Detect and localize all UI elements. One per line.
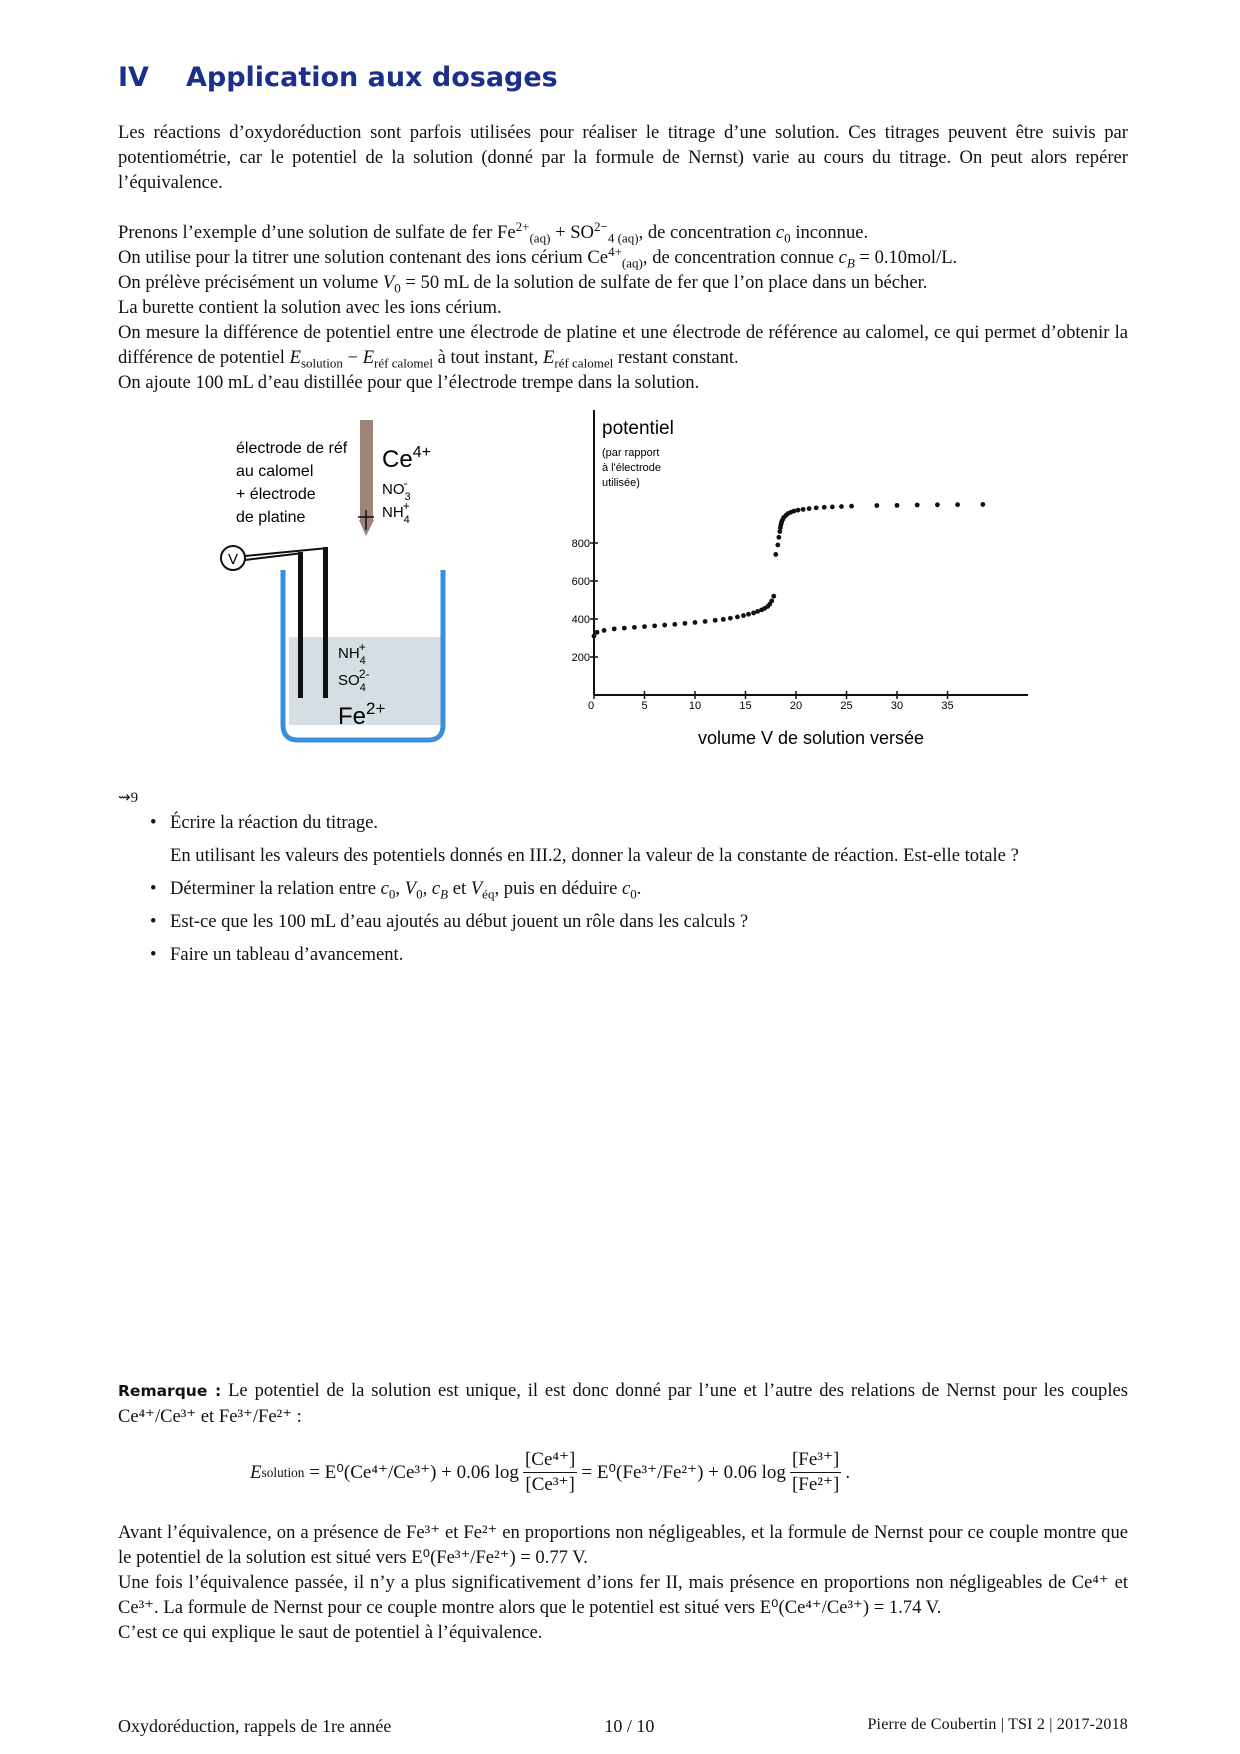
data-point bbox=[735, 615, 740, 620]
question-item: • Est-ce que les 100 mL d’eau ajoutés au début jouent un rôle dans les calculs ? bbox=[150, 911, 749, 932]
remarque bbox=[118, 1378, 1128, 1429]
x-tick-label: 0 bbox=[587, 700, 595, 712]
titration-figure bbox=[118, 410, 1038, 770]
footer-right: Pierre de Coubertin | TSI 2 | 2017-2018 bbox=[867, 1716, 1128, 1733]
data-point bbox=[775, 543, 780, 548]
svg-text:V: V bbox=[227, 551, 239, 568]
section-number: IV bbox=[118, 62, 149, 93]
beaker-main-ion: $Fe^{2+}$ bbox=[338, 699, 386, 730]
x-tick-label: 15 bbox=[739, 700, 752, 712]
data-point bbox=[672, 622, 677, 627]
chart-points bbox=[592, 502, 986, 638]
setup-line-3: On prélève précisément un volume $V_0 = 50$ mL de la solution de sulfate de fer que l’on place dans un bécher. bbox=[118, 272, 928, 296]
data-point bbox=[771, 594, 776, 599]
data-point bbox=[839, 504, 844, 509]
data-point bbox=[721, 617, 726, 622]
data-point bbox=[642, 624, 647, 629]
setup-line-4: La burette contient la solution avec les ions cérium. bbox=[118, 297, 502, 318]
setup-line-5: On mesure la différence de potentiel entre une électrode de platine et une électrode de référence au calomel, ce qui permet d’obtenir la différence de potentiel $E_{solution} - E_{réf calomel}$ à tout instant, $E_{réf calomel}$ restant constant. bbox=[118, 322, 1128, 371]
y-tick-label: 800 bbox=[571, 538, 590, 550]
data-point bbox=[935, 502, 940, 507]
nernst-formula: E solution = E⁰(Ce⁴⁺/Ce³⁺) + 0.06 log $\frac{\text{[Ce⁴⁺]}}{\text{[Ce³⁺]}}$ = E⁰(Fe³⁺/Fe²⁺) + 0.06 log $\frac{\text{[Fe³⁺]}}{\text{[Fe²⁺]}}$ . bbox=[250, 1449, 851, 1495]
chart-xlabel: volume V de solution versée bbox=[697, 728, 925, 748]
data-point bbox=[622, 626, 627, 631]
data-point bbox=[632, 625, 637, 630]
data-point bbox=[746, 612, 751, 617]
data-point bbox=[612, 626, 617, 631]
question-list bbox=[150, 810, 1130, 975]
data-point bbox=[662, 623, 667, 628]
section-title-text: Application aux dosages bbox=[186, 62, 558, 93]
data-point bbox=[849, 504, 854, 509]
x-tick-label: 25 bbox=[840, 700, 853, 712]
remarque-label: Remarque : bbox=[118, 1382, 222, 1400]
question-item: • Écrire la réaction du titrage. En utilisant les valeurs des potentiels donnés en III.2, donner la valeur de la constante de réaction. Est-elle totale ? bbox=[150, 812, 1019, 866]
data-point bbox=[592, 634, 597, 639]
burette-counter-ion-1: $NO_3-$ bbox=[382, 476, 411, 503]
data-point bbox=[776, 535, 781, 540]
chart-ylabel-note-3: utilisée) bbox=[602, 477, 640, 489]
x-tick-label: 35 bbox=[941, 700, 954, 712]
data-point bbox=[595, 630, 600, 635]
page-footer bbox=[118, 1716, 1128, 1737]
data-point bbox=[602, 628, 607, 633]
data-point bbox=[652, 623, 657, 628]
burette-ion: $Ce^{4+}$ bbox=[382, 444, 431, 473]
data-point bbox=[874, 503, 879, 508]
chart-ylabel-note-2: à l'électrode bbox=[602, 462, 661, 474]
data-point bbox=[713, 618, 718, 623]
voltmeter bbox=[221, 546, 328, 570]
y-tick-label: 200 bbox=[571, 652, 590, 664]
x-tick-label: 20 bbox=[789, 700, 803, 712]
section-title bbox=[118, 62, 558, 93]
data-point bbox=[769, 599, 774, 604]
data-point bbox=[773, 552, 778, 557]
chart-ticks bbox=[572, 538, 954, 712]
data-point bbox=[895, 503, 900, 508]
chart-ylabel-note-1: (par rapport bbox=[602, 447, 660, 459]
burette bbox=[358, 420, 374, 536]
electrode-label-1: électrode de réf bbox=[236, 440, 348, 457]
footer-left: Oxydoréduction, rappels de 1re année bbox=[118, 1716, 392, 1736]
remarque-text: Le potentiel de la solution est unique, il est donc donné par l’une et l’autre des relations de Nernst pour les couples Ce⁴⁺/Ce³⁺ et Fe³⁺/Fe²⁺ : bbox=[118, 1380, 1128, 1427]
beaker-ion-1: $NH_4+$ bbox=[338, 640, 366, 667]
data-point bbox=[807, 506, 812, 511]
x-tick-label: 5 bbox=[641, 700, 648, 712]
data-point bbox=[830, 505, 835, 510]
data-point bbox=[741, 613, 746, 618]
electrode-label-4: de platine bbox=[236, 509, 306, 526]
electrode-label-2: au calomel bbox=[236, 463, 314, 480]
y-tick-label: 600 bbox=[571, 576, 590, 588]
footer-page: 10 / 10 bbox=[604, 1716, 655, 1736]
data-point bbox=[801, 507, 806, 512]
question-item: • Déterminer la relation entre $c_0$, $V_0$, $c_B$ et $V_{éq}$, puis en déduire $c_0$. bbox=[150, 878, 642, 902]
data-point bbox=[728, 616, 733, 621]
data-point bbox=[980, 502, 985, 507]
potential-chart bbox=[572, 410, 1028, 748]
y-tick-label: 400 bbox=[571, 614, 590, 626]
data-point bbox=[703, 619, 708, 624]
data-point bbox=[915, 503, 920, 508]
question-item: • Faire un tableau d’avancement. bbox=[150, 944, 404, 965]
setup-paragraph bbox=[118, 220, 1128, 395]
data-point bbox=[683, 621, 688, 626]
setup-line-6: On ajoute 100 mL d’eau distillée pour que l’électrode trempe dans la solution. bbox=[118, 372, 700, 393]
conclusion-paragraph: Avant l’équivalence, on a présence de Fe³⁺ et Fe²⁺ en proportions non négligeables, et la formule de Nernst pour ce couple montre que le potentiel de la solution est situé vers E⁰(Fe³⁺/Fe²⁺) = 0.77 V. Une fois l’équivalence passée, il n’y a plus significativement d’ions fer II, mais présence en proportions non négligeables de Ce⁴⁺ et Ce³⁺. La formule de Nernst pour ce couple montre alors que le potentiel est situé vers E⁰(Ce⁴⁺/Ce³⁺) = 1.74 V. C’est ce qui explique le saut de potentiel à l’équivalence. bbox=[118, 1522, 1128, 1643]
data-point bbox=[792, 509, 797, 514]
beaker-ion-2: $SO_42-$ bbox=[338, 667, 370, 694]
data-point bbox=[693, 620, 698, 625]
data-point bbox=[822, 505, 827, 510]
x-tick-label: 10 bbox=[688, 700, 702, 712]
question-marker: ⇝9 bbox=[118, 790, 139, 806]
setup-line-1: Prenons l’exemple d’une solution de sulfate de fer $Fe^{2+}_{(aq)} + SO^{2-}_{4 (aq)}$, de concentration $c_0$ inconnue. bbox=[118, 218, 869, 246]
chart-title: potentiel bbox=[602, 418, 674, 439]
data-point bbox=[955, 502, 960, 507]
setup-line-2: On utilise pour la titrer une solution contenant des ions cérium $Ce^{4+}_{(aq)}$, de concentration connue $c_B = 0.10mol/L$. bbox=[118, 243, 958, 271]
electrode-label-3: + électrode bbox=[236, 486, 316, 503]
burette-counter-ion-2: $NH_4+$ bbox=[382, 499, 410, 526]
intro-paragraph: Les réactions d’oxydoréduction sont parfois utilisées pour réaliser le titrage d’une solution. Ces titrages peuvent être suivis par potentiométrie, car le potentiel de la solution (donné par la formule de Nernst) varie au cours du titrage. On peut alors repérer l’équivalence. bbox=[118, 122, 1128, 193]
data-point bbox=[814, 505, 819, 510]
x-tick-label: 30 bbox=[890, 700, 904, 712]
data-point bbox=[796, 508, 801, 513]
